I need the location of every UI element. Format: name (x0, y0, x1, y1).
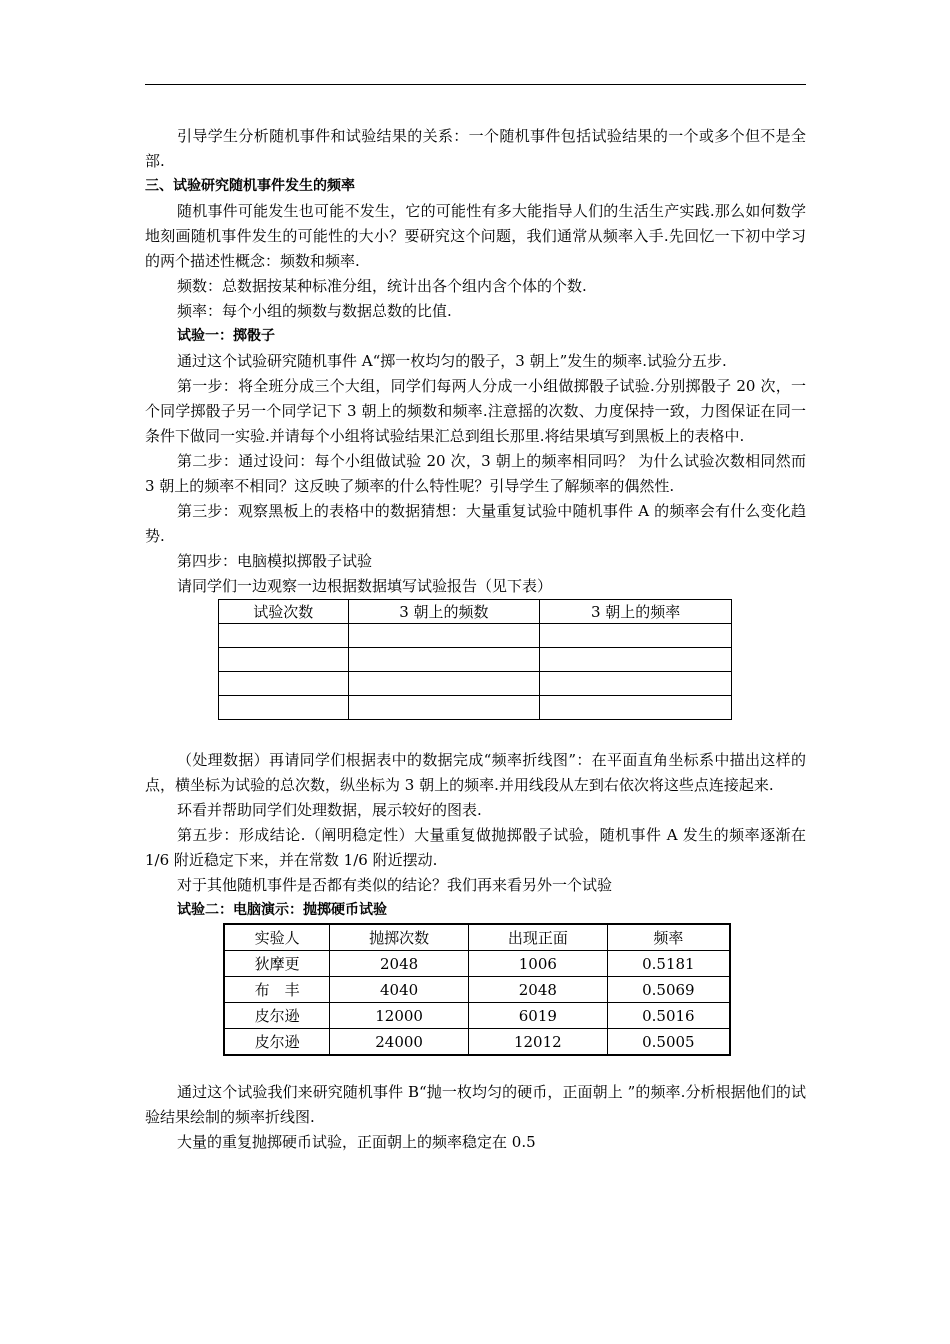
table-cell: 皮尔逊 (224, 1029, 330, 1056)
empty-cell (348, 648, 540, 672)
table-header-cell: 试验次数 (219, 600, 349, 624)
paragraph: 通过这个试验研究随机事件 A“掷一枚均匀的骰子，3 朝上”发生的频率.试验分五步. (177, 352, 727, 370)
paragraph: 通过这个试验我们来研究随机事件 B“抛一枚均匀的硬币，正面朝上 ”的频率.分析根据他们的试验结果绘制的频率折线图. (145, 1083, 806, 1126)
section-heading: 三、试验研究随机事件发生的频率 (145, 178, 355, 194)
table-cell: 0.5005 (607, 1029, 730, 1056)
table-row (224, 951, 730, 977)
table-header-cell: 频率 (607, 924, 730, 951)
document-body (145, 124, 806, 1155)
table-cell: 4040 (330, 977, 469, 1003)
empty-cell (219, 696, 349, 720)
spacer (145, 1056, 806, 1080)
table-header-row (224, 924, 730, 951)
coin-toss-table (223, 923, 731, 1056)
table-cell: 布 丰 (224, 977, 330, 1003)
empty-cell (219, 672, 349, 696)
experiment-report-table (218, 599, 732, 720)
experiment-one-heading: 试验一：掷骰子 (177, 328, 275, 344)
paragraph: 频数：总数据按某种标准分组，统计出各个组内含个体的个数. (177, 277, 587, 295)
empty-cell (540, 696, 732, 720)
paragraph: 大量的重复抛掷硬币试验，正面朝上的频率稳定在 0.5 (177, 1133, 536, 1151)
table-row (219, 696, 732, 720)
paragraph: 第二步：通过设问：每个小组做试验 20 次，3 朝上的频率相同吗？ 为什么试验次数相同然而 3 朝上的频率不相同？这反映了频率的什么特性呢？引导学生了解频率的偶然性. (145, 452, 806, 495)
table-cell: 0.5069 (607, 977, 730, 1003)
table-cell: 12012 (468, 1029, 607, 1056)
table-cell: 1006 (468, 951, 607, 977)
header-rule (145, 84, 806, 85)
paragraph: （处理数据）再请同学们根据表中的数据完成“频率折线图”：在平面直角坐标系中描出这样的点，横坐标为试验的总次数，纵坐标为 3 朝上的频率.并用线段从左到右依次将这些点连接起来. (145, 751, 806, 794)
table-header-cell: 3 朝上的频数 (348, 600, 540, 624)
table-cell: 皮尔逊 (224, 1003, 330, 1029)
empty-cell (219, 624, 349, 648)
empty-cell (348, 696, 540, 720)
table-header-cell: 3 朝上的频率 (540, 600, 732, 624)
table-cell: 0.5016 (607, 1003, 730, 1029)
table-row (224, 1029, 730, 1056)
table-header-cell: 出现正面 (468, 924, 607, 951)
paragraph: 随机事件可能发生也可能不发生，它的可能性有多大能指导人们的生活生产实践.那么如何数学地刻画随机事件发生的可能性的大小？要研究这个问题，我们通常从频率入手.先回忆一下初中学习的两个描述性概念：频数和频率. (145, 202, 806, 270)
empty-cell (540, 672, 732, 696)
paragraph: 请同学们一边观察一边根据数据填写试验报告（见下表） (177, 577, 553, 595)
table-cell: 24000 (330, 1029, 469, 1056)
paragraph: 第三步：观察黑板上的表格中的数据猜想：大量重复试验中随机事件 A 的频率会有什么变化趋势. (145, 502, 806, 545)
empty-cell (540, 648, 732, 672)
table-cell: 2048 (468, 977, 607, 1003)
table-cell: 0.5181 (607, 951, 730, 977)
spacer (145, 720, 806, 748)
table-row (219, 624, 732, 648)
paragraph: 引导学生分析随机事件和试验结果的关系：一个随机事件包括试验结果的一个或多个但不是全部. (145, 127, 806, 170)
table-header-row (219, 600, 732, 624)
table-row (219, 672, 732, 696)
empty-cell (219, 648, 349, 672)
paragraph: 频率：每个小组的频数与数据总数的比值. (177, 302, 452, 320)
paragraph: 第一步：将全班分成三个大组，同学们每两人分成一小组做掷骰子试验.分别掷骰子 20 次，一个同学掷骰子另一个同学记下 3 朝上的频数和频率.注意摇的次数、力度保持一致，力图保证在同一条件下做同一实验.并请每个小组将试验结果汇总到组长那里.将结果填写到黑板上的表格中. (145, 377, 806, 445)
paragraph: 环看并帮助同学们处理数据，展示较好的图表. (177, 801, 482, 819)
paragraph: 第四步：电脑模拟掷骰子试验 (177, 552, 373, 570)
experiment-two-heading: 试验二：电脑演示：抛掷硬币试验 (177, 902, 387, 918)
empty-cell (348, 672, 540, 696)
table-cell: 12000 (330, 1003, 469, 1029)
table-cell: 6019 (468, 1003, 607, 1029)
table-row (219, 648, 732, 672)
empty-cell (540, 624, 732, 648)
table-row (224, 1003, 730, 1029)
paragraph: 对于其他随机事件是否都有类似的结论？我们再来看另外一个试验 (177, 876, 613, 894)
empty-cell (348, 624, 540, 648)
table-header-cell: 抛掷次数 (330, 924, 469, 951)
table-cell: 2048 (330, 951, 469, 977)
table-header-cell: 实验人 (224, 924, 330, 951)
table-cell: 狄摩更 (224, 951, 330, 977)
paragraph: 第五步：形成结论.（阐明稳定性）大量重复做抛掷骰子试验，随机事件 A 发生的频率逐渐在 1/6 附近稳定下来，并在常数 1/6 附近摆动. (145, 826, 806, 869)
table-row (224, 977, 730, 1003)
